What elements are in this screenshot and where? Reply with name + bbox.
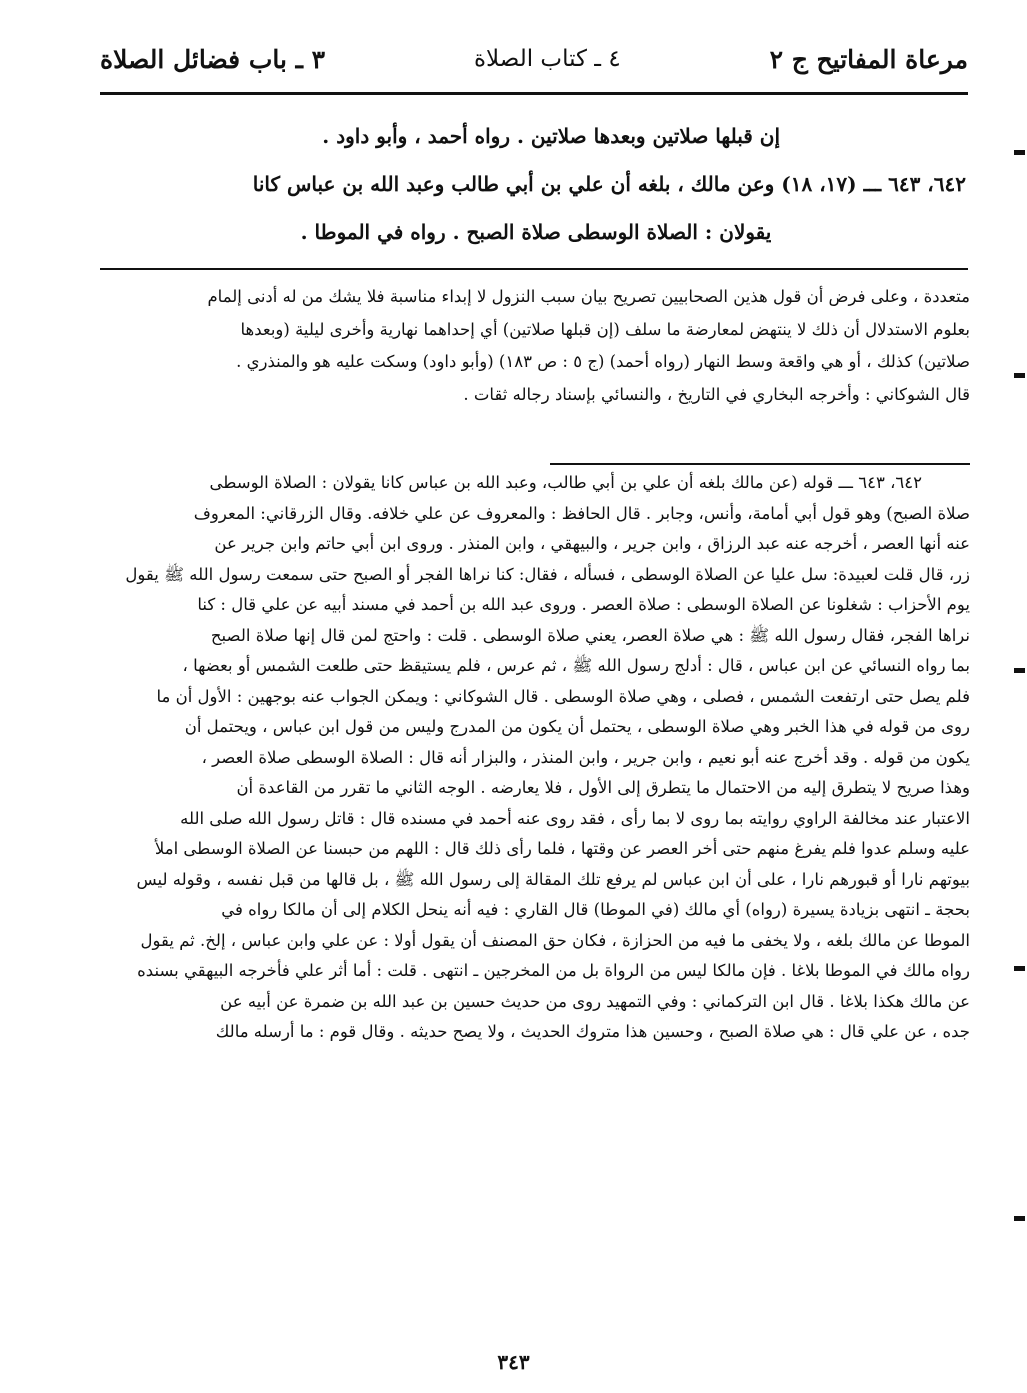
scan-margin-mark (1014, 373, 1025, 378)
hadith-line: إن قبلها صلاتين وبعدها صلاتين . رواه أحمد ، وأبو داود . (322, 124, 780, 148)
section-rule (550, 463, 970, 465)
commentary-line: جده ، عن علي قال : هي صلاة الصبح ، وحسين هذا متروك الحديث ، ولا يصح حديثه . وقال قوم : ما أرسله مالك (215, 1022, 970, 1041)
hadith-text (106, 112, 966, 256)
scan-margin-mark (1014, 668, 1025, 673)
commentary-line: عن مالك هكذا بلاغا . قال ابن التركماني : وفي التمهيد روى من حديث حسين بن عبد الله بن ضمرة عن أبيه عن (220, 991, 970, 1011)
commentary-line: بحجة ـ انتهى بزيادة يسيرة (رواه) أي مالك (في الموطا) قال القاري : فيه أنه ينحل الكلام إلى أن مالكا رواه في (221, 900, 970, 919)
commentary-line: بيوتهم نارا أو قبورهم نارا ، على أن ابن عباس لم يرفع تلك المقالة إلى رسول الله ﷺ ، بل قالها من قبل نفسه ، وقوله ليس (136, 869, 970, 889)
scan-margin-mark (1014, 150, 1025, 155)
commentary-line: صلاة الصبح) وهو قول أبي أمامة، وأنس، وجابر . قال الحافظ : والمعروف عن علي خلافه. وقال الزرقاني: المعروف (193, 503, 970, 523)
commentary-line: ٦٤٢، ٦٤٣ ـــ قوله (عن مالك بلغه أن علي بن أبي طالب، وعبد الله بن عباس كانا يقولان : الصلاة الوسطى (209, 473, 922, 492)
commentary-line: الاعتبار عند مخالفة الراوي روايته بما روى لا بما رأى ، فقد روى عنه أحمد في مسنده قال : قاتل رسول الله صلى الله (180, 808, 970, 828)
commentary-block-1 (104, 281, 970, 411)
scan-margin-mark (1014, 966, 1025, 971)
commentary-line: الموطا عن مالك بلغه ، ولا يخفى ما فيه من الحزازة ، فكان حق المصنف أن يقول أولا : عن علي وابن عباس ، إلخ. ثم يقول (140, 930, 970, 950)
running-header (100, 36, 968, 82)
commentary-line: يكون من قوله . وقد أخرج عنه أبو نعيم ، وابن جرير ، وابن المنذر ، والبزار أنه قال : الصلاة الوسطى صلاة العصر ، (201, 747, 970, 767)
commentary-block-2 (104, 468, 970, 1048)
commentary-line: رواه مالك في الموطا بلاغا . فإن مالكا ليس من الرواة بل من المخرجين ـ انتهى . قلت : أما أثر علي فأخرجه البيهقي بسنده (137, 961, 970, 980)
commentary-line: بعلوم الاستدلال أن ذلك لا ينتهض لمعارضة ما سلف (إن قبلها صلاتين) أي إحداهما نهارية وأخرى ليلية (وبعدها (240, 319, 970, 339)
commentary-line: فلم يصل حتى ارتفعت الشمس ، فصلى ، وهي صلاة الوسطى . قال الشوكاني : ويمكن الجواب عنه بوجهين : الأول أن ما (156, 686, 970, 706)
commentary-line: روى من قوله في هذا الخبر وهي صلاة الوسطى ، يحتمل أن يكون من المدرج وليس من قول ابن عباس ، ويحتمل أن (184, 717, 970, 736)
hadith-line: يقولان : الصلاة الوسطى صلاة الصبح . رواه في الموطا . (300, 220, 772, 244)
commentary-line: صلاتين) كذلك ، أو هي واقعة وسط النهار (رواه أحمد) (ج ٥ : ص ١٨٣) (وأبو داود) وسكت عليه هو والمنذري . (236, 352, 970, 371)
hadith-line: ٦٤٢، ٦٤٣ ـــ (١٧، ١٨) وعن مالك ، بلغه أن علي بن أبي طالب وعبد الله بن عباس كانا (252, 172, 966, 196)
page-number: ٣٤٣ (497, 1350, 530, 1374)
header-rule (100, 92, 968, 95)
commentary-line: قال الشوكاني : وأخرجه البخاري في التاريخ ، والنسائي بإسناد رجاله ثقات . (463, 384, 970, 404)
commentary-line: وهذا صريح لا يتطرق إليه من الاحتمال ما يتطرق إلى الأول ، فلا يعارضه . الوجه الثاني ما تقرر من القاعدة أن (236, 778, 970, 797)
commentary-line: نراها الفجر، فقال رسول الله ﷺ : هي صلاة العصر، يعني صلاة الوسطى . قلت : واحتج لمن قال إنها صلاة الصبح (210, 625, 970, 645)
section-title: ٤ ـ كتاب الصلاة (473, 46, 621, 72)
separator-rule (100, 268, 968, 270)
commentary-line: متعددة ، وعلى فرض أن قول هذين الصحابيين تصريح بيان سبب النزول لا إبداء مناسبة فلا يشك من له أدنى إلمام (207, 287, 970, 306)
book-title: مرعاة المفاتيح ج ٢ (769, 44, 968, 74)
commentary-line: عليه وسلم عدوا فلم يفرغ منهم حتى أخر العصر عن وقتها ، فلما رأى ذلك قال : اللهم من حبسنا عن الصلاة الوسطى املأ (154, 839, 970, 858)
commentary-line: بما رواه النسائي عن ابن عباس ، قال : أدلج رسول الله ﷺ ، ثم عرس ، فلم يستيقظ حتى طلعت الشمس أو بعضها ، (182, 656, 970, 675)
commentary-line: عنه أنها العصر ، أخرجه عنه عبد الرزاق ، وابن جرير ، والبيهقي ، وابن المنذر . وروى ابن أبي حاتم وابن جرير عن (214, 534, 970, 553)
commentary-line: يوم الأحزاب : شغلونا عن الصلاة الوسطى : صلاة العصر . وروى عبد الله بن أحمد في مسند أبيه عن علي قال : كنا (197, 595, 970, 614)
chapter-title: ٣ ـ باب فضائل الصلاة (100, 44, 326, 74)
commentary-line: زر، قال قلت لعبيدة: سل عليا عن الصلاة الوسطى ، فسأله ، فقال: كنا نراها الفجر أو الصبح حتى سمعت رسول الله ﷺ يقول (125, 564, 970, 584)
scan-margin-mark (1014, 1216, 1025, 1221)
